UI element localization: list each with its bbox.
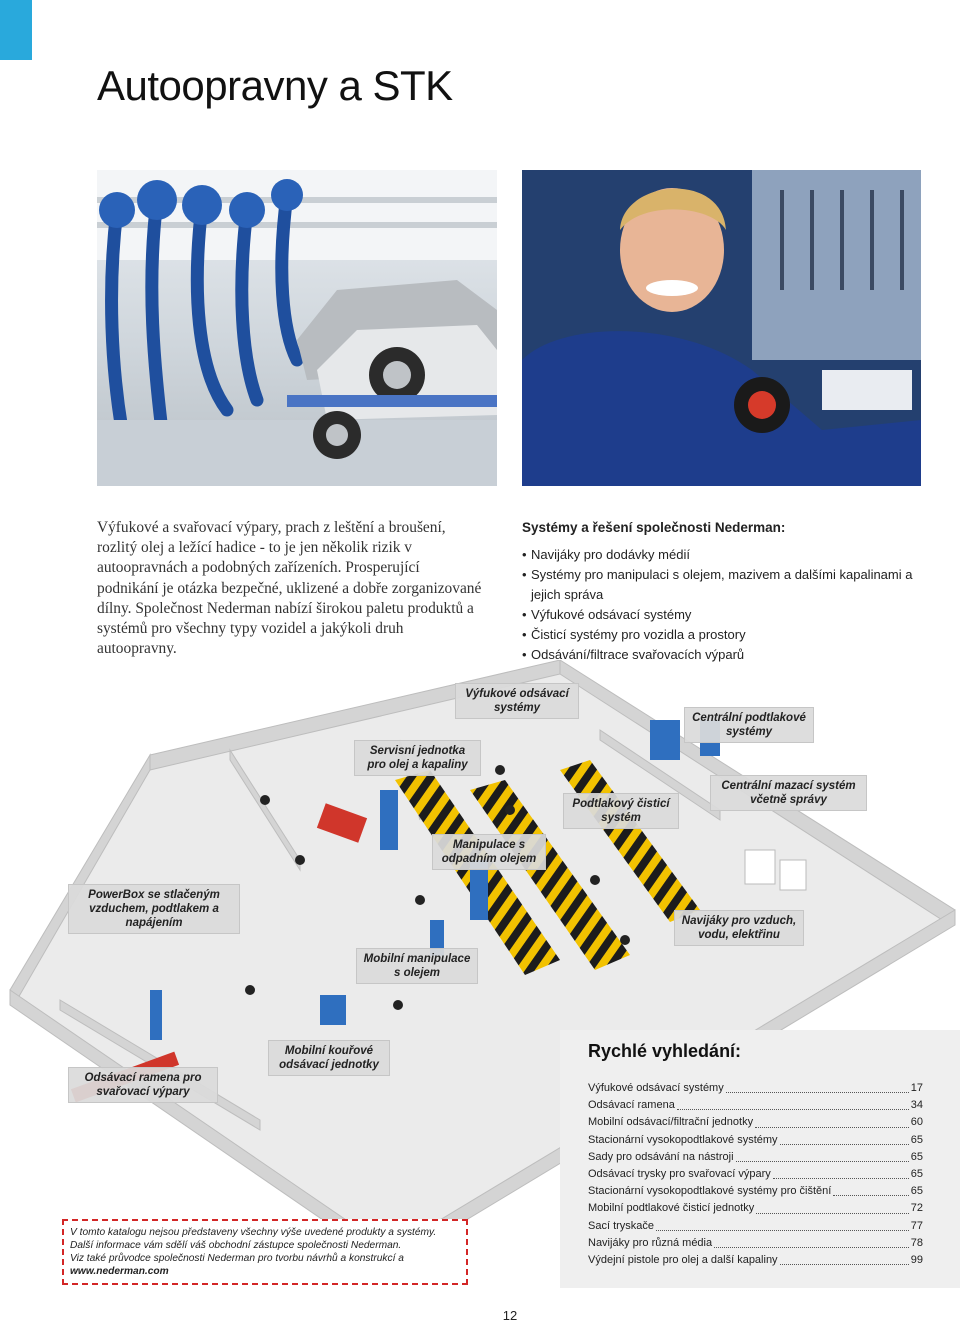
- page-number: 12: [502, 1308, 518, 1323]
- index-entry: Sady pro odsávání na nástroji 65: [588, 1150, 923, 1163]
- page-title: Autoopravny a STK: [97, 62, 453, 109]
- label-central-lubrication: Centrální mazací systém včetně správy: [710, 775, 867, 811]
- workshop-exhaust-hose-reels-photo: [97, 170, 497, 486]
- index-entry: Mobilní odsávací/filtrační jednotky 60: [588, 1116, 923, 1129]
- index-entry: Stacionární vysokopodtlakové systémy 65: [588, 1133, 923, 1146]
- label-vacuum-cleaning: Podtlakový čisticí systém: [563, 793, 679, 829]
- index-entry: Odsávací ramena 34: [588, 1099, 923, 1112]
- systems-list: [522, 545, 922, 665]
- index-entry: Navijáky pro různá média 78: [588, 1236, 923, 1249]
- label-mobile-fume-units: Mobilní kouřové odsávací jednotky: [268, 1040, 390, 1076]
- quick-search-list: [588, 1080, 923, 1269]
- index-entry: Sací tryskače 77: [588, 1219, 923, 1232]
- catalog-note: [62, 1219, 468, 1285]
- label-central-vacuum: Centrální podtlakové systémy: [684, 707, 814, 743]
- label-service-unit: Servisní jednotka pro olej a kapaliny: [354, 740, 481, 776]
- label-waste-oil-handling: Manipulace s odpadním olejem: [432, 834, 546, 870]
- section-tab: [0, 0, 32, 60]
- list-item: • Systémy pro manipulaci s olejem, mazivem a dalšími kapalinami a jejich správa: [522, 567, 913, 602]
- list-item: • Výfukové odsávací systémy: [522, 607, 692, 622]
- mechanic-with-oil-gun-photo: [522, 170, 921, 486]
- index-entry: Odsávací trysky pro svařovací výpary 65: [588, 1168, 923, 1181]
- index-entry: Mobilní podtlakové čisticí jednotky 72: [588, 1202, 923, 1215]
- intro-paragraph: Výfukové a svařovací výpary, prach z leštění a broušení, rozlitý olej a ležící hadice - to je jen několik rizik v autoopravnách a podobných zařízeních. Prosperující podnikání je otázka bezpečné, uklizené a dobře zorganizované dílny. Společnost Nederman nabízí širokou paletu produktů a systémů pro všechny typy vozidel a jakýkoli druh autoopravny.: [97, 519, 482, 658]
- label-reels: Navijáky pro vzduch, vodu, elektřinu: [674, 910, 804, 946]
- label-powerbox: PowerBox se stlačeným vzduchem, podtlakem a napájením: [68, 884, 240, 934]
- index-entry: Výfukové odsávací systémy 17: [588, 1082, 923, 1094]
- note-line-3: Viz také průvodce společnosti Nederman pro tvorbu návrhů a konstrukcí a: [70, 1253, 404, 1264]
- list-item: • Čisticí systémy pro vozidla a prostory: [522, 627, 746, 642]
- workshop-photo: [97, 170, 497, 486]
- label-extraction-arms: Odsávací ramena pro svařovací výpary: [68, 1067, 218, 1103]
- label-exhaust-extraction: Výfukové odsávací systémy: [455, 683, 579, 719]
- quick-search-title: Rychlé vyhledání:: [588, 1041, 742, 1061]
- label-mobile-oil-handling: Mobilní manipulace s olejem: [356, 948, 478, 984]
- index-entry: Výdejní pistole pro olej a další kapaliny 99: [588, 1254, 923, 1267]
- list-item: • Odsávání/filtrace svařovacích výparů: [522, 647, 745, 662]
- mechanic-photo: [522, 170, 921, 486]
- index-entry: Stacionární vysokopodtlakové systémy pro čištění 65: [588, 1185, 923, 1198]
- note-line-1: V tomto katalogu nejsou představeny všechny výše uvedené produkty a systémy.: [70, 1227, 437, 1238]
- systems-heading: Systémy a řešení společnosti Nederman:: [522, 520, 786, 535]
- note-line-2: Další informace vám sdělí váš obchodní zástupce společnosti Nederman.: [70, 1240, 402, 1251]
- website-link[interactable]: www.nederman.com: [70, 1266, 169, 1277]
- list-item: • Navijáky pro dodávky médií: [522, 547, 690, 562]
